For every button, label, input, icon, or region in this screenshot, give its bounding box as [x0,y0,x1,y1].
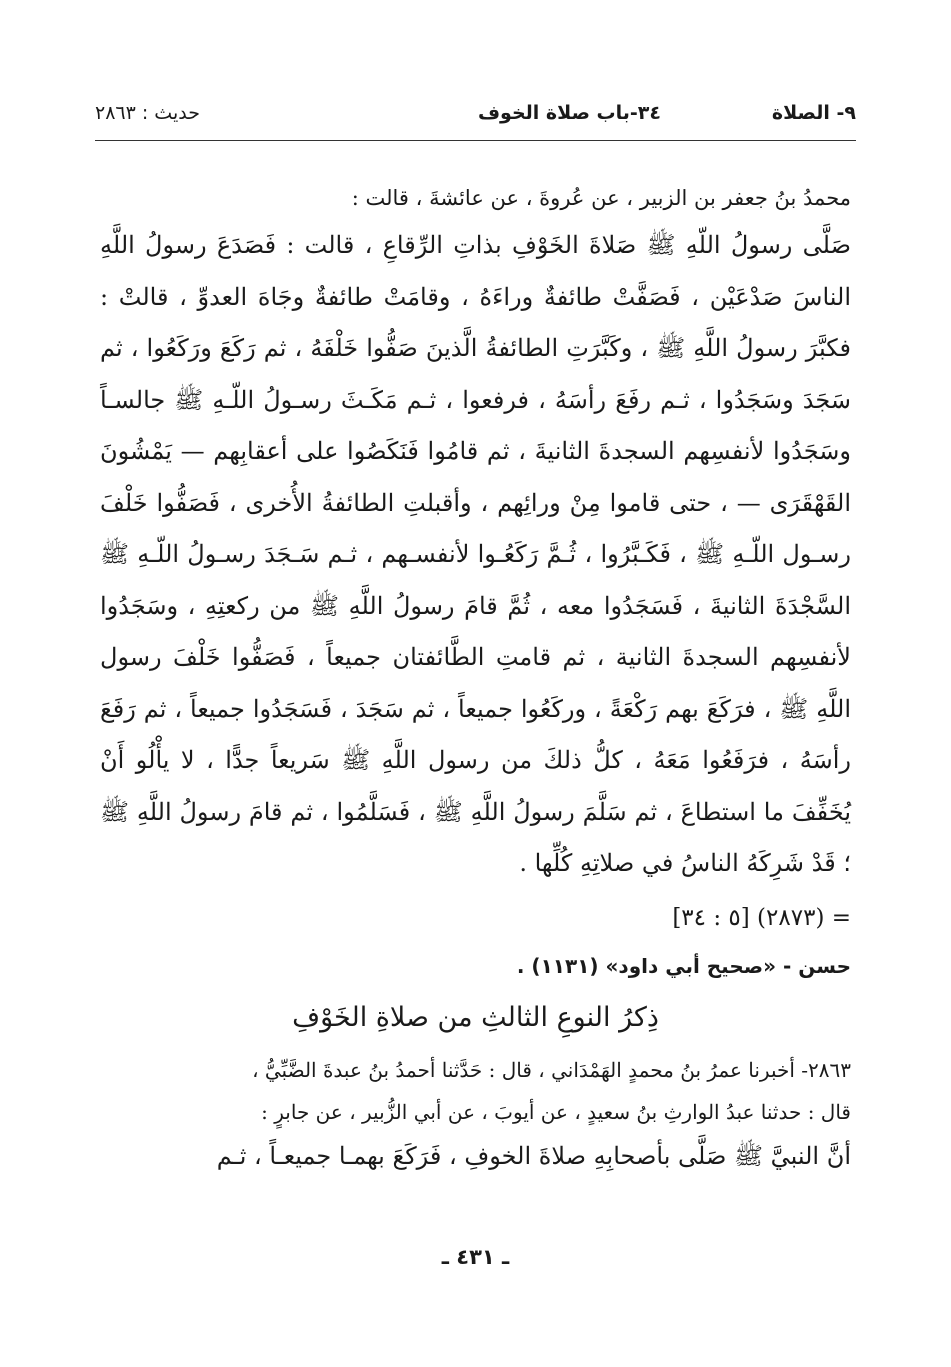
hadith-matn: أنَّ النبيَّ ﷺ صَلَّى بأصحابِهِ صلاةَ الخوفِ ، فَرَكَعَ بهمـا جميعـاً ، ثـم [216,1141,851,1170]
hadith-grade: حسن - «صحيح أبي داود» (١١٣١) . [516,953,851,978]
hadith-text: صَلَّى رسولُ اللّهِ ﷺ صَلاةَ الخَوْفِ بذاتِ الرِّقاعِ ، قالت : فَصَدَعَ رسولُ اللَّهِ الناسَ صَدْعَيْن ، فَصَفَّتْ طائفةٌ وراءَهُ ، وقامَتْ طائفةٌ وجَاهَ العدوِّ ، قالتْ : فكبَّرَ رسولُ اللَّهِ ﷺ ، وكَبَّرَتِ الطائفةُ الَّذينَ صَفُّوا خَلْفَهُ ، ثم رَكَعَ ورَكَعُوا ، ثم سَجَدَ وسَجَدُوا ، ثـم رفَعَ رأسَهُ ، فرفعوا ، ثـم مَكَـثَ رسـولُ اللّـهِ ﷺ جالسـاً وسَجَدُوا لأنفسِهم السجدةَ الثانيةَ ، ثم قامُوا فَنَكَصُوا على أعقابِهم — يَمْشُونَ القَهْقَرَى — ، حتى قاموا مِنْ ورائِهم ، وأقبلتِ الطائفةُ الأُخرى ، فَصَفُّوا خَلْفَ رسـول اللّـهِ ﷺ ، فَكَـبَّرُوا ، ثُـمَّ رَكَعُـوا لأنفسـهم ، ثـم سَـجَدَ رسـولُ اللّـهِ ﷺ السَّجْدَةَ الثانيةَ ، فَسَجَدُوا معه ، ثُمَّ قامَ رسولُ اللَّهِ ﷺ من ركعتِهِ ، وسَجَدُوا لأنفسِهم السجدةَ الثانية ، ثم قامتِ الطَّائفتان جميعاً ، فَصَفُّوا خَلْفَ رسول اللَّهِ ﷺ ، فرَكَعَ بهم رَكْعَةً ، وركَعُوا جميعاً ، ثم سَجَدَ ، فَسَجَدُوا جميعاً ، ثم رَفَعَ رأسَهُ ، فرَفَعُوا مَعَهُ ، كلُّ ذلكَ من رسول اللَّهِ ﷺ سَريعاً جدًّا ، لا يأْلُو أَنْ يُخَفِّفَ ما استطاعَ ، ثم سَلَّمَ رسولُ اللَّهِ ﷺ ، فَسَلَّمُوا ، ثم قامَ رسولُ اللَّهِ ﷺ ؛ قَدْ شَرِكَهُ الناسُ في صلاتِهِ كُلِّها . [100,231,851,877]
isnad-line-1: ٢٨٦٣- أخبرنا عمرُ بنُ محمدٍ الهَمْدَاني ، قال : حَدَّثنا أحمدُ بنُ عبدةَ الضَّبِّيُّ ، [252,1057,851,1082]
section-heading: ذِكرُ النوعِ الثالثِ من صلاةِ الخَوْفِ [292,1001,659,1033]
running-header [95,100,856,141]
page-content [100,180,851,1180]
isnad-line-2: قال : حدثنا عبدُ الوارثِ بنُ سعيدٍ ، عن أيوبَ ، عن أبي الزُّبير ، عن جابرٍ : [261,1099,851,1124]
chapter-title: ٩- الصلاة [771,102,856,124]
section-title: ٣٤-باب صلاة الخوف [477,102,661,124]
cross-reference: = (٢٨٧٣) [٥ : ٣٤] [672,904,851,931]
narration-chain-end: محمدُ بنُ جعفر بن الزبير ، عن عُروةَ ، عن عائشةَ ، قالت : [351,186,851,210]
page-number: ـ ٤٣١ ـ [441,1245,510,1269]
hadith-number: حديث : ٢٨٦٣ [95,102,200,124]
